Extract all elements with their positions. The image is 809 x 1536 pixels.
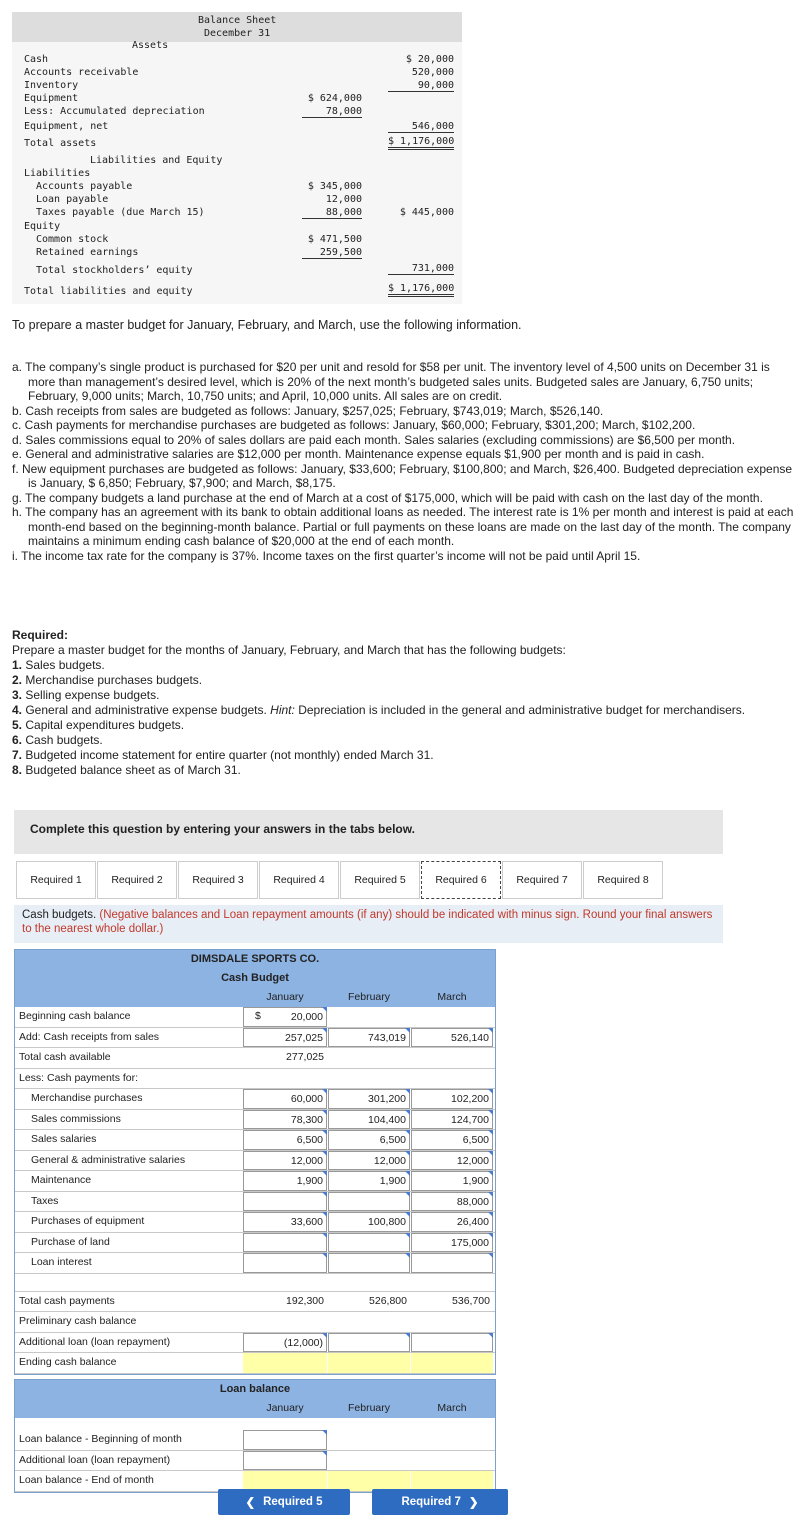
cash-row-available <box>15 1048 495 1069</box>
next-required-7-button[interactable]: Required 7 ❯ <box>372 1489 508 1515</box>
cash-ga-feb-input[interactable]: 12,000 <box>328 1151 410 1171</box>
info-item-f: f. New equipment purchases are budgeted as follows: January, $33,600; February, $100,800; and March, $26,400. Budgeted depreciation expense is January, $ 6,850; February, $7,900; and March, $8,175. <box>12 461 793 490</box>
cash-row-land-label: Purchase of land <box>31 1235 110 1248</box>
cash-row-beginning-label: Beginning cash balance <box>19 1010 131 1022</box>
col-january: January <box>266 991 304 1003</box>
cash-row-total_pay <box>15 1292 495 1313</box>
cash-merch-jan-input[interactable]: 60,000 <box>243 1089 327 1109</box>
cash-commissions-mar-input[interactable]: 124,700 <box>411 1110 493 1130</box>
tab-bar <box>16 861 664 899</box>
bs-cash-value: $ 20,000 <box>405 54 454 65</box>
cash-maint-feb-input[interactable]: 1,900 <box>328 1171 410 1191</box>
info-item-c: c. Cash payments for merchandise purchases are budgeted as follows: January, $60,000; February, $301,200; March, $102,200. <box>12 418 696 432</box>
bs-taxes-value: 88,000 <box>302 207 362 219</box>
cash-row-addl <box>15 1333 495 1354</box>
cash-row-receipts <box>15 1028 495 1049</box>
bs-liabilities-total: $ 445,000 <box>399 207 454 218</box>
loan-spacer <box>15 1418 495 1430</box>
info-item-d: d. Sales commissions equal to 20% of sales dollars are paid each month. Sales salaries (excluding commissions) are $6,500 per month. <box>12 432 736 447</box>
cash-available-feb-cell <box>328 1048 410 1068</box>
cash-receipts-jan-input[interactable]: 257,025 <box>243 1028 327 1048</box>
cash-row-ga-label: General & administrative salaries <box>31 1153 186 1166</box>
cash-row-salaries <box>15 1130 495 1151</box>
tab-required-6[interactable]: Required 6 <box>421 861 501 899</box>
cash-prelim-jan-cell <box>243 1312 327 1332</box>
bs-inventory-value: 90,000 <box>388 80 454 92</box>
bs-equipnet-value: 546,000 <box>388 121 454 133</box>
cash-interest-feb-input[interactable] <box>328 1253 410 1273</box>
bs-inventory-label: Inventory <box>24 80 79 91</box>
cash-budget-instruction: Cash budgets. (Negative balances and Loan repayment amounts (if any) should be indicated with minus sign. Round your final answers to the nearest whole dollar.) <box>14 905 723 943</box>
instructions-panel <box>14 810 723 854</box>
cash-total_pay-feb-cell: 526,800 <box>369 1294 407 1307</box>
cash-row-prelim <box>15 1312 495 1333</box>
bs-equity-label: Equity <box>24 221 61 232</box>
required-heading: Required: <box>12 628 69 642</box>
tab-required-8[interactable]: Required 8 <box>583 861 663 899</box>
cash-row-prelim-label: Preliminary cash balance <box>19 1315 137 1327</box>
cash-budget-title: Cash Budget <box>15 969 495 988</box>
cash-maint-jan-input[interactable]: 1,900 <box>243 1171 327 1191</box>
cash-row-commissions <box>15 1110 495 1131</box>
bs-cash-label: Cash <box>24 54 49 65</box>
loan-end-mar-cell <box>411 1471 493 1491</box>
cash-row-salaries-label: Sales salaries <box>31 1133 97 1145</box>
loan-balance-title: Loan balance <box>15 1380 495 1399</box>
bs-loan-value: 12,000 <box>325 194 362 205</box>
cash-ga-jan-input[interactable]: 12,000 <box>243 1151 327 1171</box>
chevron-right-icon: ❯ <box>468 1497 479 1509</box>
chevron-left-icon: ❮ <box>245 1497 256 1509</box>
cash-row-addl-label: Additional loan (loan repayment) <box>19 1335 171 1348</box>
bs-totalle-label: Total liabilities and equity <box>24 286 193 297</box>
loan-addl-mar-cell <box>411 1451 493 1471</box>
cash-row-equip <box>15 1212 495 1233</box>
required-item-2: 2. Merchandise purchases budgets. <box>12 673 203 687</box>
cash-salaries-mar-input[interactable]: 6,500 <box>411 1130 493 1150</box>
bs-ar-value: 520,000 <box>411 67 454 78</box>
balance-sheet <box>12 12 462 304</box>
cash-row-spacer <box>15 1274 495 1292</box>
cash-interest-mar-input[interactable] <box>411 1253 493 1273</box>
cash-merch-mar-input[interactable]: 102,200 <box>411 1089 493 1109</box>
month-header-row <box>15 988 495 1007</box>
loan-addl-label: Additional loan (loan repayment) <box>19 1453 171 1466</box>
info-item-a: a. The company’s single product is purchased for $20 per unit and resold for $58 per unit. The inventory level of 4,500 units on December 31 is more than management’s desired level, which is 20% of the next month’s budgeted sales units. Budgeted sales are January, 6,750 units; February, 9,000 units; March, 10,750 units; and April, 10,000 units. All sales are on credit. <box>12 360 770 403</box>
col-march: March <box>437 991 467 1003</box>
company-name: DIMSDALE SPORTS CO. <box>15 950 495 969</box>
bs-ap-label: Accounts payable <box>36 181 133 192</box>
bs-totalle-value: $ 1,176,000 <box>388 283 454 297</box>
dollar-sign: $ <box>255 1010 261 1022</box>
tab-required-7[interactable]: Required 7 <box>502 861 582 899</box>
bs-accumdep-label: Less: Accumulated depreciation <box>24 106 205 117</box>
required-intro: Prepare a master budget for the months of January, February, and March that has the following budgets: <box>12 643 566 657</box>
required-item-6: 6. Cash budgets. <box>12 733 103 747</box>
loan-col-february: February <box>347 1402 390 1414</box>
bs-totalassets-label: Total assets <box>24 138 97 149</box>
cash-addl-jan-input[interactable]: (12,000) <box>243 1333 327 1353</box>
info-item-i: i. The income tax rate for the company is 37%. Income taxes on the first quarter’s income will not be paid until April 15. <box>12 548 641 563</box>
bs-assets-header: Assets <box>132 40 169 51</box>
loan-row-beginning <box>15 1430 495 1451</box>
cash-land-feb-input[interactable] <box>328 1233 410 1253</box>
cash-salaries-feb-input[interactable]: 6,500 <box>328 1130 410 1150</box>
cash-ending-jan-cell <box>243 1353 327 1373</box>
cash-row-total_pay-label: Total cash payments <box>19 1294 115 1307</box>
cash-equip-feb-input[interactable]: 100,800 <box>328 1212 410 1232</box>
cash-row-taxes <box>15 1192 495 1213</box>
cash-available-jan-cell: 277,025 <box>286 1051 324 1063</box>
cash-row-merch <box>15 1089 495 1110</box>
cash-row-ga <box>15 1151 495 1172</box>
required-section <box>12 628 797 778</box>
cash-taxes-jan-input[interactable] <box>243 1192 327 1212</box>
loan-row-additional <box>15 1451 495 1472</box>
loan-addl-jan-input[interactable] <box>243 1451 327 1471</box>
tab-required-1[interactable]: Required 1 <box>16 861 96 899</box>
cash-receipts-feb-input[interactable]: 743,019 <box>328 1028 410 1048</box>
cash-row-maint <box>15 1171 495 1192</box>
cash-addl-feb-input[interactable] <box>328 1333 410 1353</box>
loan-balance-table <box>14 1379 496 1493</box>
tab-required-5[interactable]: Required 5 <box>340 861 420 899</box>
loan-addl-feb-cell <box>328 1451 410 1471</box>
loan-col-january: January <box>266 1402 304 1414</box>
bs-equipment-value: $ 624,000 <box>307 93 362 104</box>
bs-taxes-label: Taxes payable (due March 15) <box>36 207 205 218</box>
required-item-7: 7. Budgeted income statement for entire quarter (not monthly) ended March 31. <box>12 748 434 762</box>
cash-total_pay-jan-cell: 192,300 <box>286 1294 324 1307</box>
col-february: February <box>347 991 390 1003</box>
bs-date: December 31 <box>204 28 271 39</box>
cash-row-land <box>15 1233 495 1254</box>
info-item-g: g. The company budgets a land purchase at the end of March at a cost of $175,000, which will be paid with cash on the last day of the month. <box>12 490 763 505</box>
cash-beginning-feb-cell <box>328 1007 410 1027</box>
bs-equipnet-label: Equipment, net <box>24 121 109 132</box>
cash-land-jan-input[interactable] <box>243 1233 327 1253</box>
info-item-e: e. General and administrative salaries are $12,000 per month. Maintenance expense equals $1,900 per month and is paid in cash. <box>12 447 705 461</box>
cash-salaries-jan-input[interactable]: 6,500 <box>243 1130 327 1150</box>
cash-interest-jan-input[interactable] <box>243 1253 327 1273</box>
cash-row-ending <box>15 1353 495 1374</box>
loan-beg-feb-cell <box>328 1430 410 1450</box>
bs-common-value: $ 471,500 <box>307 234 362 245</box>
cash-row-commissions-label: Sales commissions <box>31 1112 121 1125</box>
cash-equip-jan-input[interactable]: 33,600 <box>243 1212 327 1232</box>
cash-beginning-mar-cell <box>411 1007 493 1027</box>
loan-end-feb-cell <box>328 1471 410 1491</box>
cash-receipts-mar-input[interactable]: 526,140 <box>411 1028 493 1048</box>
bs-liabilities-label: Liabilities <box>24 168 91 179</box>
cash-row-equip-label: Purchases of equipment <box>31 1215 145 1227</box>
cash-row-beginning <box>15 1007 495 1028</box>
tab-required-4[interactable]: Required 4 <box>259 861 339 899</box>
bs-ap-value: $ 345,000 <box>307 181 362 192</box>
cash-row-less <box>15 1069 495 1090</box>
cash-row-interest-label: Loan interest <box>31 1256 92 1268</box>
loan-col-march: March <box>437 1402 467 1414</box>
cash-merch-feb-input[interactable]: 301,200 <box>328 1089 410 1109</box>
bs-retained-label: Retained earnings <box>36 247 139 258</box>
bs-totalse-value: 731,000 <box>388 263 454 275</box>
required-item-1: 1. Sales budgets. <box>12 658 105 672</box>
cash-row-less-label: Less: Cash payments for: <box>19 1071 139 1084</box>
bs-accumdep-value: 78,000 <box>302 106 362 118</box>
info-item-b: b. Cash receipts from sales are budgeted as follows: January, $257,025; February, $743,019; March, $526,140. <box>12 403 604 418</box>
cash-maint-mar-input[interactable]: 1,900 <box>411 1171 493 1191</box>
required-item-3: 3. Selling expense budgets. <box>12 688 160 702</box>
intro-text: To prepare a master budget for January, February, and March, use the following information. <box>12 318 522 332</box>
bs-le-header: Liabilities and Equity <box>90 155 223 166</box>
cash-budget-table <box>14 949 496 1375</box>
loan-month-header-row <box>15 1399 495 1418</box>
cash-row-taxes-label: Taxes <box>31 1194 59 1207</box>
bs-totalse-label: Total stockholders’ equity <box>36 265 193 276</box>
cash-commissions-jan-input[interactable]: 78,300 <box>243 1110 327 1130</box>
cash-taxes-feb-input[interactable] <box>328 1192 410 1212</box>
loan-beg-mar-cell <box>411 1430 493 1450</box>
bs-totalassets-value: $ 1,176,000 <box>388 136 454 150</box>
cash-row-available-label: Total cash available <box>19 1051 111 1063</box>
bs-common-label: Common stock <box>36 234 109 245</box>
bs-ar-label: Accounts receivable <box>24 67 139 78</box>
cash-row-interest <box>15 1253 495 1274</box>
bs-loan-label: Loan payable <box>36 194 109 205</box>
cash-commissions-feb-input[interactable]: 104,400 <box>328 1110 410 1130</box>
cash-land-mar-input[interactable]: 175,000 <box>411 1233 493 1253</box>
loan-beg-label: Loan balance - Beginning of month <box>19 1433 182 1445</box>
cash-row-receipts-label: Add: Cash receipts from sales <box>19 1030 160 1043</box>
cash-ga-mar-input[interactable]: 12,000 <box>411 1151 493 1171</box>
tab-required-2[interactable]: Required 2 <box>97 861 177 899</box>
cash-equip-mar-input[interactable]: 26,400 <box>411 1212 493 1232</box>
loan-end-label: Loan balance - End of month <box>19 1474 154 1486</box>
cash-prelim-mar-cell <box>411 1312 493 1332</box>
cash-row-maint-label: Maintenance <box>31 1174 92 1186</box>
bs-title: Balance Sheet <box>198 15 277 26</box>
cash-row-ending-label: Ending cash balance <box>19 1356 117 1368</box>
cash-available-mar-cell <box>411 1048 493 1068</box>
cash-ending-feb-cell <box>328 1353 410 1373</box>
cash-taxes-mar-input[interactable]: 88,000 <box>411 1192 493 1212</box>
cash-beginning-jan-input[interactable]: 20,000 <box>243 1007 327 1027</box>
bs-retained-value: 259,500 <box>302 247 362 259</box>
bs-equipment-label: Equipment <box>24 93 79 104</box>
information-list <box>12 360 797 563</box>
loan-end-jan-cell <box>243 1471 327 1491</box>
info-item-h: h. The company has an agreement with its bank to obtain additional loans as needed. The interest rate is 1% per month and interest is paid at each month-end based on the beginning-month balance. Partial or full payments on these loans are made on the last day of the month. The company maintains a minimum ending cash balance of $20,000 at the end of each month. <box>12 505 794 548</box>
required-item-4: 4. General and administrative expense budgets. Hint: Depreciation is included in the general and administrative budget for merchandisers. <box>12 703 746 717</box>
cash-ending-mar-cell <box>411 1353 493 1373</box>
loan-beg-jan-input[interactable] <box>243 1430 327 1450</box>
cash-prelim-feb-cell <box>328 1312 410 1332</box>
cash-row-merch-label: Merchandise purchases <box>31 1092 143 1104</box>
cash-total_pay-mar-cell: 536,700 <box>452 1294 490 1307</box>
required-item-8: 8. Budgeted balance sheet as of March 31. <box>12 763 241 777</box>
tab-required-3[interactable]: Required 3 <box>178 861 258 899</box>
panel-text: Complete this question by entering your answers in the tabs below. <box>30 822 415 836</box>
prev-required-5-button[interactable]: ❮ Required 5 <box>218 1489 350 1515</box>
cash-addl-mar-input[interactable] <box>411 1333 493 1353</box>
required-item-5: 5. Capital expenditures budgets. <box>12 718 185 732</box>
